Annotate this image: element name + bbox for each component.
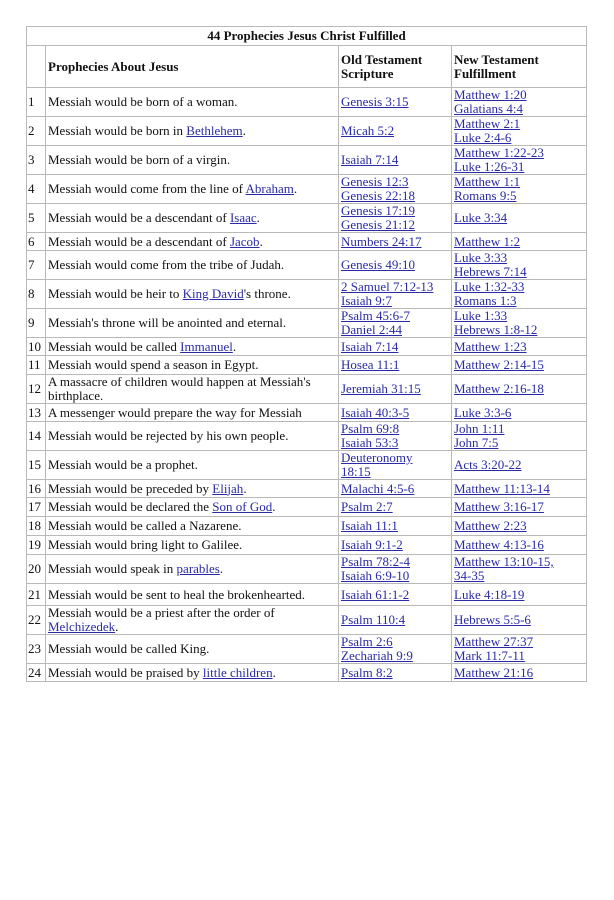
old-testament-refs (339, 280, 452, 309)
new-testament-link[interactable]: Matthew 1:22-23 (454, 145, 544, 160)
prophecy-text-part: Messiah would be born in (48, 123, 187, 138)
new-testament-link[interactable]: Matthew 13:10-15, (454, 554, 554, 569)
table-row (27, 606, 587, 635)
new-testament-refs (452, 422, 587, 451)
row-number: 9 (27, 309, 46, 338)
header-prophecy: Prophecies About Jesus (46, 46, 339, 88)
row-number: 10 (27, 338, 46, 356)
old-testament-refs (339, 451, 452, 480)
prophecy-text-part: . (293, 181, 298, 196)
row-number: 12 (27, 375, 46, 404)
prophecy-text (46, 664, 339, 682)
new-testament-refs (452, 451, 587, 480)
prophecy-text (46, 498, 339, 517)
new-testament-refs (452, 117, 587, 146)
old-testament-link[interactable]: 2 Samuel 7:12-13 (341, 279, 434, 294)
old-testament-link[interactable]: Isaiah 7:14 (341, 152, 399, 167)
new-testament-link[interactable]: Matthew 2:16-18 (454, 381, 544, 396)
new-testament-refs (452, 375, 587, 404)
new-testament-refs (452, 584, 587, 606)
new-testament-refs (452, 251, 587, 280)
new-testament-refs (452, 233, 587, 251)
prophecy-text (46, 251, 339, 280)
prophecy-text-part: Messiah would be rejected by his own people. (48, 428, 289, 443)
row-number: 1 (27, 88, 46, 117)
old-testament-refs (339, 480, 452, 498)
table-row (27, 175, 587, 204)
prophecy-term-link[interactable]: Abraham (245, 181, 294, 196)
old-testament-refs (339, 422, 452, 451)
new-testament-link[interactable]: Mark 11:7-11 (454, 648, 525, 663)
old-testament-refs (339, 204, 452, 233)
old-testament-refs (339, 635, 452, 664)
old-testament-link[interactable]: Psalm 110:4 (341, 612, 406, 627)
prophecy-text-part: . (115, 619, 119, 634)
table-row (27, 375, 587, 404)
new-testament-link[interactable]: Luke 1:32-33 (454, 279, 525, 294)
prophecy-text-part: . (256, 210, 260, 225)
prophecy-term-link[interactable]: Immanuel (180, 338, 233, 354)
new-testament-link[interactable]: Matthew 2:23 (454, 518, 527, 533)
old-testament-link[interactable]: Isaiah 11:1 (341, 518, 398, 533)
prophecy-term-link[interactable]: Bethlehem (186, 123, 243, 138)
prophecy-text-part: Messiah would be a descendant of (48, 233, 230, 249)
prophecy-text (46, 635, 339, 664)
row-number: 3 (27, 146, 46, 175)
row-number: 19 (27, 536, 46, 555)
table-row (27, 517, 587, 536)
prophecy-term-link[interactable]: Jacob (229, 233, 260, 249)
new-testament-link[interactable]: Romans 9:5 (454, 188, 517, 203)
new-testament-refs (452, 404, 587, 422)
old-testament-link[interactable]: Micah 5:2 (341, 123, 395, 138)
prophecy-text-part: . (272, 664, 276, 680)
table-row (27, 422, 587, 451)
new-testament-refs (452, 480, 587, 498)
old-testament-refs (339, 251, 452, 280)
header-nt-line1: New Testament (454, 51, 539, 67)
new-testament-link[interactable]: Galatians 4:4 (454, 101, 523, 116)
table-row (27, 204, 587, 233)
new-testament-link[interactable]: Hebrews 7:14 (454, 264, 527, 279)
row-number: 13 (27, 404, 46, 422)
table-row (27, 451, 587, 480)
new-testament-refs (452, 606, 587, 635)
old-testament-refs (339, 309, 452, 338)
table-row (27, 338, 587, 356)
new-testament-refs (452, 356, 587, 375)
table-row (27, 480, 587, 498)
old-testament-link[interactable]: Daniel 2:44 (341, 322, 403, 337)
old-testament-link[interactable]: Isaiah 40:3-5 (341, 404, 410, 420)
old-testament-link[interactable]: Genesis 12:3 (341, 174, 409, 189)
row-number: 23 (27, 635, 46, 664)
old-testament-refs (339, 555, 452, 584)
new-testament-link[interactable]: Luke 1:33 (454, 308, 508, 323)
old-testament-link[interactable]: Deuteronomy (341, 450, 413, 465)
new-testament-link[interactable]: Matthew 1:1 (454, 174, 521, 189)
prophecy-text-part: A massacre of children would happen at Messiah's birthplace. (48, 374, 311, 403)
table-title: 44 Prophecies Jesus Christ Fulfilled (27, 27, 587, 46)
new-testament-link[interactable]: Luke 3:33 (454, 250, 508, 265)
prophecy-text-part: . (242, 123, 246, 138)
new-testament-link[interactable]: Hebrews 1:8-12 (454, 322, 538, 337)
old-testament-refs (339, 536, 452, 555)
row-number: 14 (27, 422, 46, 451)
new-testament-link[interactable]: Matthew 1:20 (454, 87, 527, 102)
old-testament-refs (339, 146, 452, 175)
old-testament-link[interactable]: Genesis 17:19 (341, 203, 416, 218)
prophecy-text-part: Messiah would be sent to heal the brokenhearted. (48, 586, 306, 602)
prophecies-document (26, 26, 586, 682)
new-testament-link[interactable]: Matthew 4:13-16 (454, 537, 544, 552)
old-testament-link[interactable]: Psalm 2:7 (341, 499, 393, 514)
new-testament-link[interactable]: Romans 1:3 (454, 293, 517, 308)
header-ot-line1: Old Testament (341, 51, 423, 67)
table-row (27, 635, 587, 664)
prophecy-text-part: . (243, 480, 247, 496)
row-number: 20 (27, 555, 46, 584)
prophecy-text (46, 146, 339, 175)
new-testament-refs (452, 309, 587, 338)
new-testament-link[interactable]: Matthew 2:1 (454, 116, 521, 131)
prophecy-text (46, 536, 339, 555)
old-testament-refs (339, 175, 452, 204)
prophecy-text (46, 606, 339, 635)
row-number: 11 (27, 356, 46, 375)
prophecy-text (46, 175, 339, 204)
prophecy-text-part: . (219, 561, 224, 576)
prophecy-term-link[interactable]: Isaac (229, 210, 257, 225)
old-testament-link[interactable]: Psalm 69:8 (341, 421, 400, 436)
row-number: 4 (27, 175, 46, 204)
prophecy-term-link[interactable]: Melchizedek (48, 619, 116, 634)
row-number: 15 (27, 451, 46, 480)
title-row (27, 27, 587, 46)
header-new-testament (452, 46, 587, 88)
new-testament-link[interactable]: Luke 2:4-6 (454, 130, 512, 145)
prophecy-text-part: Messiah would be called (48, 338, 181, 354)
prophecy-term-link[interactable]: little children (202, 664, 273, 680)
prophecy-text-part: Messiah would be born of a virgin. (48, 152, 231, 167)
new-testament-link[interactable]: Acts 3:20-22 (454, 457, 522, 472)
prophecy-text-part: Messiah would come from the line of (48, 181, 246, 196)
new-testament-refs (452, 280, 587, 309)
header-nt-line2: Fulfillment (454, 65, 517, 81)
table-row (27, 664, 587, 682)
prophecy-text-part: Messiah would be praised by (48, 664, 203, 680)
prophecy-text-part: 's throne. (243, 286, 291, 301)
table-row (27, 251, 587, 280)
prophecy-text (46, 422, 339, 451)
new-testament-link[interactable]: Hebrews 5:5-6 (454, 612, 531, 627)
prophecy-text (46, 517, 339, 536)
table-row (27, 404, 587, 422)
row-number: 22 (27, 606, 46, 635)
old-testament-refs (339, 584, 452, 606)
old-testament-link[interactable]: Genesis 21:12 (341, 217, 416, 232)
new-testament-refs (452, 555, 587, 584)
old-testament-refs (339, 233, 452, 251)
new-testament-link[interactable]: Luke 3:34 (454, 210, 508, 225)
old-testament-refs (339, 375, 452, 404)
old-testament-link[interactable]: Isaiah 7:14 (341, 338, 399, 354)
new-testament-link[interactable]: John 7:5 (454, 435, 499, 450)
prophecy-text (46, 451, 339, 480)
table-row (27, 280, 587, 309)
old-testament-refs (339, 498, 452, 517)
prophecy-term-link[interactable]: parables (176, 561, 220, 576)
old-testament-refs (339, 404, 452, 422)
new-testament-refs (452, 146, 587, 175)
new-testament-link[interactable]: Matthew 21:16 (454, 664, 534, 680)
prophecy-term-link[interactable]: King David (182, 286, 244, 301)
prophecy-text-part: Messiah would be called a Nazarene. (48, 518, 242, 533)
old-testament-link[interactable]: 18:15 (341, 464, 371, 479)
prophecy-text (46, 309, 339, 338)
old-testament-link[interactable]: Genesis 22:18 (341, 188, 416, 203)
table-row (27, 146, 587, 175)
row-number: 21 (27, 584, 46, 606)
prophecy-text (46, 375, 339, 404)
prophecy-text (46, 356, 339, 375)
new-testament-link[interactable]: Matthew 27:37 (454, 634, 534, 649)
new-testament-link[interactable]: Luke 3:3-6 (454, 404, 512, 420)
header-number (27, 46, 46, 88)
new-testament-refs (452, 338, 587, 356)
table-row (27, 584, 587, 606)
new-testament-refs (452, 498, 587, 517)
old-testament-refs (339, 117, 452, 146)
prophecy-text-part: Messiah would be a priest after the order of (48, 605, 275, 620)
prophecy-term-link[interactable]: Son of God (212, 499, 273, 514)
old-testament-link[interactable]: Genesis 3:15 (341, 94, 409, 109)
old-testament-link[interactable]: Isaiah 53:3 (341, 435, 399, 450)
old-testament-refs (339, 517, 452, 536)
new-testament-link[interactable]: 34-35 (454, 568, 485, 583)
new-testament-refs (452, 204, 587, 233)
new-testament-refs (452, 536, 587, 555)
row-number: 17 (27, 498, 46, 517)
old-testament-link[interactable]: Isaiah 9:7 (341, 293, 392, 308)
old-testament-refs (339, 338, 452, 356)
row-number: 5 (27, 204, 46, 233)
old-testament-link[interactable]: Psalm 45:6-7 (341, 308, 410, 323)
prophecy-text (46, 404, 339, 422)
row-number: 7 (27, 251, 46, 280)
old-testament-refs (339, 356, 452, 375)
prophecy-rows (27, 88, 587, 682)
prophecy-text-part: . (272, 499, 276, 514)
table-row (27, 356, 587, 375)
prophecy-text (46, 88, 339, 117)
prophecy-text-part: A messenger would prepare the way for Messiah (48, 404, 302, 420)
prophecy-text-part: Messiah would be born of a woman. (48, 94, 238, 109)
old-testament-link[interactable]: Isaiah 6:9-10 (341, 568, 410, 583)
prophecy-text-part: . (232, 338, 237, 354)
row-number: 6 (27, 233, 46, 251)
row-number: 24 (27, 664, 46, 682)
old-testament-refs (339, 606, 452, 635)
prophecy-text (46, 338, 339, 356)
old-testament-link[interactable]: Isaiah 9:1-2 (341, 537, 403, 552)
header-old-testament (339, 46, 452, 88)
prophecy-text (46, 480, 339, 498)
prophecy-text-part: Messiah would come from the tribe of Judah. (48, 257, 285, 272)
prophecy-text-part: Messiah would bring light to Galilee. (48, 537, 243, 552)
new-testament-refs (452, 88, 587, 117)
new-testament-link[interactable]: John 1:11 (454, 421, 505, 436)
prophecy-text-part: Messiah would be preceded by (48, 480, 213, 496)
table-row (27, 555, 587, 584)
header-row (27, 46, 587, 88)
prophecy-text-part: Messiah's throne will be anointed and eternal. (48, 315, 287, 330)
prophecy-text-part: Messiah would be heir to (48, 286, 183, 301)
prophecy-text (46, 204, 339, 233)
prophecy-text (46, 117, 339, 146)
table-row (27, 233, 587, 251)
table-row (27, 498, 587, 517)
new-testament-refs (452, 175, 587, 204)
new-testament-refs (452, 664, 587, 682)
new-testament-refs (452, 635, 587, 664)
new-testament-refs (452, 517, 587, 536)
prophecy-text (46, 233, 339, 251)
prophecy-text-part: . (259, 233, 263, 249)
old-testament-link[interactable]: Hosea 11:1 (341, 357, 400, 372)
new-testament-link[interactable]: Luke 1:26-31 (454, 159, 525, 174)
prophecy-text-part: Messiah would be a descendant of (48, 210, 230, 225)
old-testament-link[interactable]: Zechariah 9:9 (341, 648, 413, 663)
prophecy-text-part: Messiah would be a prophet. (48, 457, 198, 472)
prophecy-text-part: Messiah would speak in (48, 561, 177, 576)
row-number: 2 (27, 117, 46, 146)
old-testament-link[interactable]: Isaiah 61:1-2 (341, 586, 410, 602)
table-row (27, 309, 587, 338)
prophecy-text-part: Messiah would spend a season in Egypt. (48, 357, 259, 372)
old-testament-link[interactable]: Jeremiah 31:15 (341, 381, 421, 396)
row-number: 16 (27, 480, 46, 498)
new-testament-link[interactable]: Matthew 1:2 (454, 233, 521, 249)
prophecies-table (26, 26, 587, 682)
old-testament-link[interactable]: Malachi 4:5-6 (341, 480, 415, 496)
table-row (27, 536, 587, 555)
prophecy-text (46, 555, 339, 584)
old-testament-link[interactable]: Psalm 78:2-4 (341, 554, 410, 569)
table-row (27, 88, 587, 117)
old-testament-link[interactable]: Numbers 24:17 (341, 233, 422, 249)
old-testament-link[interactable]: Psalm 2:6 (341, 634, 393, 649)
prophecy-text (46, 280, 339, 309)
header-ot-line2: Scripture (341, 65, 394, 81)
old-testament-link[interactable]: Genesis 49:10 (341, 257, 416, 272)
old-testament-link[interactable]: Psalm 8:2 (341, 664, 393, 680)
prophecy-term-link[interactable]: Elijah (212, 480, 244, 496)
row-number: 18 (27, 517, 46, 536)
new-testament-link[interactable]: Matthew 3:16-17 (454, 499, 544, 514)
new-testament-link[interactable]: Matthew 1:23 (454, 338, 527, 354)
old-testament-refs (339, 664, 452, 682)
new-testament-link[interactable]: Matthew 2:14-15 (454, 357, 544, 372)
prophecy-text-part: Messiah would be declared the (48, 499, 213, 514)
row-number: 8 (27, 280, 46, 309)
new-testament-link[interactable]: Luke 4:18-19 (454, 586, 525, 602)
table-row (27, 117, 587, 146)
new-testament-link[interactable]: Matthew 11:13-14 (454, 480, 550, 496)
old-testament-refs (339, 88, 452, 117)
prophecy-text (46, 584, 339, 606)
prophecy-text-part: Messiah would be called King. (48, 641, 210, 656)
